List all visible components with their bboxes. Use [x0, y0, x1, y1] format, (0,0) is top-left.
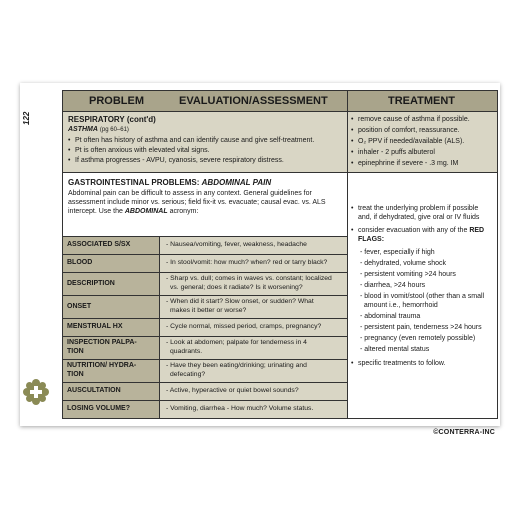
asthma-pages: (pg 60–61): [99, 127, 129, 133]
table-row: [63, 401, 347, 418]
table-row: [63, 360, 347, 382]
gi-title: GASTROINTESTINAL PROBLEMS:: [68, 178, 200, 187]
row-label: TION: [67, 371, 84, 378]
row-label: DESCRIPTION: [67, 280, 115, 287]
table-row: [63, 337, 347, 359]
problem-column-header: PROBLEM: [89, 95, 144, 107]
asthma-subtitle: ASTHMA: [68, 126, 98, 133]
page-number: 122: [22, 111, 31, 125]
gi-intro-line: Abdominal pain can be difficult to assess in any context. General guidelines for: [68, 190, 312, 197]
asthma-bullet: • Pt often has history of asthma and can identify cause and give self-treatment.: [75, 137, 314, 146]
red-flag-item: - dehydrated, volume shock: [360, 260, 446, 267]
row-label: NUTRITION/ HYDRA-: [67, 362, 137, 369]
row-value: - Look at abdomen; palpate for tenderness in 4: [166, 339, 307, 346]
gi-title-emphasis: ABDOMINAL PAIN: [201, 178, 272, 187]
respiratory-treatment: [348, 112, 497, 172]
row-value: - Vomiting, diarrhea - How much? Volume status.: [166, 405, 314, 412]
treatment-item: • specific treatments to follow.: [358, 360, 446, 369]
row-value: - Have they been eating/drinking; urinating and: [166, 362, 307, 369]
assessment-table: [62, 90, 498, 419]
row-value: defecating?: [170, 371, 206, 378]
abdominal-acronym: ABDOMINAL: [124, 208, 168, 215]
treatment-item: • treat the underlying problem if possible: [358, 205, 478, 214]
respiratory-title: RESPIRATORY (cont'd): [68, 115, 156, 124]
table-row: [63, 383, 347, 400]
treatment-item: • epinephrine if severe - .3 mg. IM: [358, 160, 458, 169]
red-flag-item: - diarrhea, >24 hours: [360, 282, 426, 289]
red-flag-item: - altered mental status: [360, 346, 430, 353]
medical-cross-logo-icon: [22, 378, 50, 406]
table-header: [63, 91, 497, 112]
row-value: - Sharp vs. dull; comes in waves vs. constant; localized: [166, 275, 332, 282]
row-value: - Active, hyperactive or quiet bowel sounds?: [166, 387, 299, 394]
red-flags-label: RED: [469, 227, 485, 234]
row-label: AUSCULTATION: [67, 387, 121, 394]
row-label: MENSTRUAL HX: [67, 323, 123, 330]
gi-intro-line: assessment include minor vs. serious; field fix-it vs. evacuate; causal evac. vs. ALS: [68, 199, 326, 206]
row-value: - Cycle normal, missed period, cramps, pregnancy?: [166, 323, 322, 330]
table-row: [63, 273, 347, 295]
copyright-text: ©CONTERRA-INC: [433, 429, 495, 436]
gi-intro-line: intercept. Use the: [68, 208, 123, 215]
row-value: quadrants.: [170, 348, 203, 355]
treatment-item: • remove cause of asthma if possible.: [358, 116, 470, 125]
row-label: BLOOD: [67, 259, 93, 266]
asthma-bullet: • If asthma progresses - AVPU, cyanosis, severe respiratory distress.: [75, 157, 284, 166]
treatment-item: • O₂ PPV if needed/available (ALS).: [358, 138, 464, 147]
row-label: LOSING VOLUME?: [67, 405, 130, 412]
table-row: [63, 237, 347, 254]
row-value: makes it better or worse?: [170, 307, 247, 314]
treatment-item: • position of comfort, reassurance.: [358, 127, 460, 136]
gi-treatment: [348, 173, 497, 418]
treatment-item: consider evacuation with any of the: [358, 227, 468, 234]
row-label: TION: [67, 348, 84, 355]
asthma-bullet: • Pt is often anxious with elevated vital signs.: [75, 147, 210, 156]
row-label: ONSET: [67, 303, 92, 310]
red-flag-item: - fever, especially if high: [360, 249, 435, 256]
table-row: [63, 319, 347, 336]
red-flag-item: - pregnancy (even remotely possible): [360, 335, 476, 342]
red-flag-item: - abdominal trauma: [360, 313, 421, 320]
red-flag-item: - persistent vomiting >24 hours: [360, 271, 456, 278]
evaluation-column-header: EVALUATION/ASSESSMENT: [179, 95, 328, 107]
treatment-item: and, if dehydrated, give oral or IV fluids: [358, 214, 480, 221]
red-flag-item: amount i.e., hemorrhoid: [360, 302, 438, 309]
table-row: [63, 255, 347, 272]
row-label: ASSOCIATED S/SX: [67, 241, 131, 248]
treatment-column-header: TREATMENT: [388, 95, 456, 107]
gi-intro-line: acronym:: [169, 208, 199, 215]
red-flags-label: FLAGS:: [358, 236, 385, 243]
row-value: - When did it start? Slow onset, or sudden? What: [166, 298, 314, 305]
red-flag-item: - persistent pain, tenderness >24 hours: [360, 324, 482, 331]
row-label: INSPECTION PALPA-: [67, 339, 137, 346]
row-value: - In stool/vomit: how much? when? red or tarry black?: [166, 259, 328, 266]
red-flag-item: - blood in vomit/stool (other than a small: [360, 293, 485, 300]
table-row: [63, 296, 347, 318]
respiratory-section: [63, 112, 347, 172]
treatment-item: • inhaler - 2 puffs albuterol: [358, 149, 435, 158]
row-value: vs. general; does it radiate? Is it worsening?: [170, 284, 303, 291]
row-value: - Nausea/vomiting, fever, weakness, headache: [166, 241, 307, 248]
